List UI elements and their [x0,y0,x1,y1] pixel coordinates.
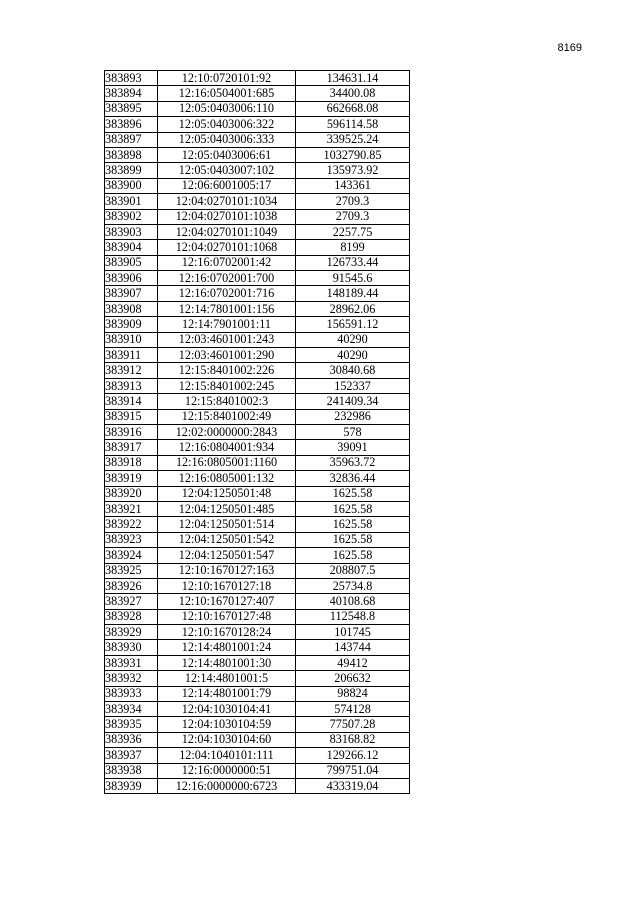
table-row [105,194,410,209]
table-row [105,702,410,717]
value-cell: 208807.5 [296,563,410,578]
value-cell: 126733.44 [296,255,410,270]
table-row [105,732,410,747]
cadastral-number-cell: 12:14:4801001:5 [158,671,296,686]
table-row [105,625,410,640]
row-id-cell: 383908 [105,301,158,316]
value-cell: 2257.75 [296,224,410,239]
value-cell: 2709.3 [296,194,410,209]
cadastral-number-cell: 12:16:0702001:716 [158,286,296,301]
table-row [105,147,410,162]
row-id-cell: 383897 [105,132,158,147]
row-id-cell: 383900 [105,178,158,193]
row-id-cell: 383922 [105,517,158,532]
table-row [105,301,410,316]
table-row [105,224,410,239]
cadastral-number-cell: 12:04:1250501:48 [158,486,296,501]
row-id-cell: 383894 [105,86,158,101]
table-row [105,378,410,393]
cadastral-number-cell: 12:16:0000000:6723 [158,778,296,793]
table-row [105,748,410,763]
value-cell: 1032790.85 [296,147,410,162]
table-row [105,348,410,363]
row-id-cell: 383938 [105,763,158,778]
row-id-cell: 383933 [105,686,158,701]
table-row [105,778,410,793]
cadastral-number-cell: 12:04:1250501:485 [158,501,296,516]
table-row [105,686,410,701]
value-cell: 129266.12 [296,748,410,763]
cadastral-number-cell: 12:04:0270101:1038 [158,209,296,224]
table-row [105,548,410,563]
cadastral-number-cell: 12:03:4601001:243 [158,332,296,347]
cadastral-number-cell: 12:05:0403007:102 [158,163,296,178]
cadastral-number-cell: 12:10:1670127:163 [158,563,296,578]
row-id-cell: 383939 [105,778,158,793]
row-id-cell: 383920 [105,486,158,501]
row-id-cell: 383909 [105,317,158,332]
row-id-cell: 383915 [105,409,158,424]
cadastral-number-cell: 12:16:0000000:51 [158,763,296,778]
cadastral-number-cell: 12:06:6001005:17 [158,178,296,193]
table-row [105,455,410,470]
value-cell: 39091 [296,440,410,455]
table-row [105,471,410,486]
table-row [105,86,410,101]
table-row [105,424,410,439]
row-id-cell: 383913 [105,378,158,393]
value-cell: 28962.06 [296,301,410,316]
table-row [105,717,410,732]
row-id-cell: 383937 [105,748,158,763]
row-id-cell: 383907 [105,286,158,301]
value-cell: 232986 [296,409,410,424]
table-row [105,317,410,332]
cadastral-number-cell: 12:05:0403006:61 [158,147,296,162]
row-id-cell: 383917 [105,440,158,455]
cadastral-number-cell: 12:10:1670128:24 [158,625,296,640]
table-row [105,440,410,455]
row-id-cell: 383935 [105,717,158,732]
cadastral-number-cell: 12:03:4601001:290 [158,348,296,363]
table-row [105,763,410,778]
cadastral-number-cell: 12:04:1030104:59 [158,717,296,732]
cadastral-number-cell: 12:04:1040101:111 [158,748,296,763]
cadastral-value-table [104,70,410,794]
row-id-cell: 383898 [105,147,158,162]
cadastral-number-cell: 12:15:8401002:245 [158,378,296,393]
value-cell: 40290 [296,348,410,363]
value-cell: 1625.58 [296,501,410,516]
cadastral-number-cell: 12:16:0805001:1160 [158,455,296,470]
value-cell: 206632 [296,671,410,686]
cadastral-number-cell: 12:16:0804001:934 [158,440,296,455]
row-id-cell: 383936 [105,732,158,747]
row-id-cell: 383926 [105,578,158,593]
row-id-cell: 383928 [105,609,158,624]
table-row [105,286,410,301]
cadastral-number-cell: 12:16:0702001:700 [158,271,296,286]
value-cell: 30840.68 [296,363,410,378]
row-id-cell: 383929 [105,625,158,640]
table-row [105,271,410,286]
table-row [105,178,410,193]
row-id-cell: 383895 [105,101,158,116]
cadastral-number-cell: 12:04:0270101:1068 [158,240,296,255]
cadastral-number-cell: 12:10:1670127:407 [158,594,296,609]
cadastral-number-cell: 12:16:0702001:42 [158,255,296,270]
table-row [105,671,410,686]
cadastral-number-cell: 12:14:7801001:156 [158,301,296,316]
row-id-cell: 383911 [105,348,158,363]
value-cell: 148189.44 [296,286,410,301]
row-id-cell: 383930 [105,640,158,655]
value-cell: 98824 [296,686,410,701]
value-cell: 135973.92 [296,163,410,178]
value-cell: 433319.04 [296,778,410,793]
row-id-cell: 383893 [105,71,158,86]
row-id-cell: 383910 [105,332,158,347]
value-cell: 34400.08 [296,86,410,101]
value-cell: 578 [296,424,410,439]
row-id-cell: 383919 [105,471,158,486]
row-id-cell: 383932 [105,671,158,686]
cadastral-number-cell: 12:04:1250501:542 [158,532,296,547]
table-row [105,209,410,224]
row-id-cell: 383912 [105,363,158,378]
row-id-cell: 383903 [105,224,158,239]
table-row [105,640,410,655]
table-row [105,609,410,624]
table-row [105,594,410,609]
value-cell: 143744 [296,640,410,655]
value-cell: 35963.72 [296,455,410,470]
cadastral-number-cell: 12:04:1250501:547 [158,548,296,563]
value-cell: 40290 [296,332,410,347]
cadastral-number-cell: 12:10:0720101:92 [158,71,296,86]
row-id-cell: 383925 [105,563,158,578]
value-cell: 574128 [296,702,410,717]
table-row [105,563,410,578]
row-id-cell: 383924 [105,548,158,563]
row-id-cell: 383921 [105,501,158,516]
page-number: 8169 [557,42,582,54]
row-id-cell: 383927 [105,594,158,609]
cadastral-number-cell: 12:04:1250501:514 [158,517,296,532]
value-cell: 91545.6 [296,271,410,286]
table-body [105,71,410,794]
cadastral-number-cell: 12:15:8401002:226 [158,363,296,378]
cadastral-number-cell: 12:15:8401002:49 [158,409,296,424]
value-cell: 662668.08 [296,101,410,116]
table-row [105,163,410,178]
value-cell: 1625.58 [296,517,410,532]
cadastral-number-cell: 12:15:8401002:3 [158,394,296,409]
cadastral-number-cell: 12:04:1030104:41 [158,702,296,717]
table-row [105,332,410,347]
table-row [105,363,410,378]
cadastral-number-cell: 12:14:4801001:79 [158,686,296,701]
value-cell: 596114.58 [296,117,410,132]
table-row [105,117,410,132]
table-row [105,255,410,270]
row-id-cell: 383934 [105,702,158,717]
cadastral-number-cell: 12:05:0403006:333 [158,132,296,147]
value-cell: 77507.28 [296,717,410,732]
row-id-cell: 383901 [105,194,158,209]
cadastral-number-cell: 12:05:0403006:110 [158,101,296,116]
table-row [105,486,410,501]
table-row [105,517,410,532]
row-id-cell: 383904 [105,240,158,255]
value-cell: 112548.8 [296,609,410,624]
value-cell: 8199 [296,240,410,255]
cadastral-number-cell: 12:14:4801001:30 [158,655,296,670]
value-cell: 32836.44 [296,471,410,486]
value-cell: 134631.14 [296,71,410,86]
cadastral-number-cell: 12:04:0270101:1049 [158,224,296,239]
table-row [105,501,410,516]
cadastral-number-cell: 12:04:0270101:1034 [158,194,296,209]
table-row [105,578,410,593]
table-row [105,240,410,255]
value-cell: 1625.58 [296,532,410,547]
cadastral-number-cell: 12:16:0805001:132 [158,471,296,486]
cadastral-number-cell: 12:16:0504001:685 [158,86,296,101]
value-cell: 1625.58 [296,548,410,563]
cadastral-number-cell: 12:14:4801001:24 [158,640,296,655]
row-id-cell: 383896 [105,117,158,132]
value-cell: 2709.3 [296,209,410,224]
row-id-cell: 383931 [105,655,158,670]
value-cell: 83168.82 [296,732,410,747]
row-id-cell: 383916 [105,424,158,439]
value-cell: 152337 [296,378,410,393]
table-row [105,71,410,86]
value-cell: 156591.12 [296,317,410,332]
row-id-cell: 383906 [105,271,158,286]
table-row [105,101,410,116]
table-row [105,409,410,424]
cadastral-number-cell: 12:10:1670127:18 [158,578,296,593]
cadastral-number-cell: 12:05:0403006:322 [158,117,296,132]
row-id-cell: 383905 [105,255,158,270]
table-row [105,394,410,409]
value-cell: 40108.68 [296,594,410,609]
value-cell: 339525.24 [296,132,410,147]
table-row [105,532,410,547]
cadastral-number-cell: 12:02:0000000:2843 [158,424,296,439]
value-cell: 241409.34 [296,394,410,409]
row-id-cell: 383899 [105,163,158,178]
table-row [105,132,410,147]
value-cell: 799751.04 [296,763,410,778]
row-id-cell: 383902 [105,209,158,224]
cadastral-number-cell: 12:14:7901001:11 [158,317,296,332]
cadastral-number-cell: 12:04:1030104:60 [158,732,296,747]
value-cell: 1625.58 [296,486,410,501]
row-id-cell: 383918 [105,455,158,470]
cadastral-number-cell: 12:10:1670127:48 [158,609,296,624]
table-row [105,655,410,670]
value-cell: 101745 [296,625,410,640]
row-id-cell: 383923 [105,532,158,547]
row-id-cell: 383914 [105,394,158,409]
value-cell: 49412 [296,655,410,670]
value-cell: 143361 [296,178,410,193]
value-cell: 25734.8 [296,578,410,593]
